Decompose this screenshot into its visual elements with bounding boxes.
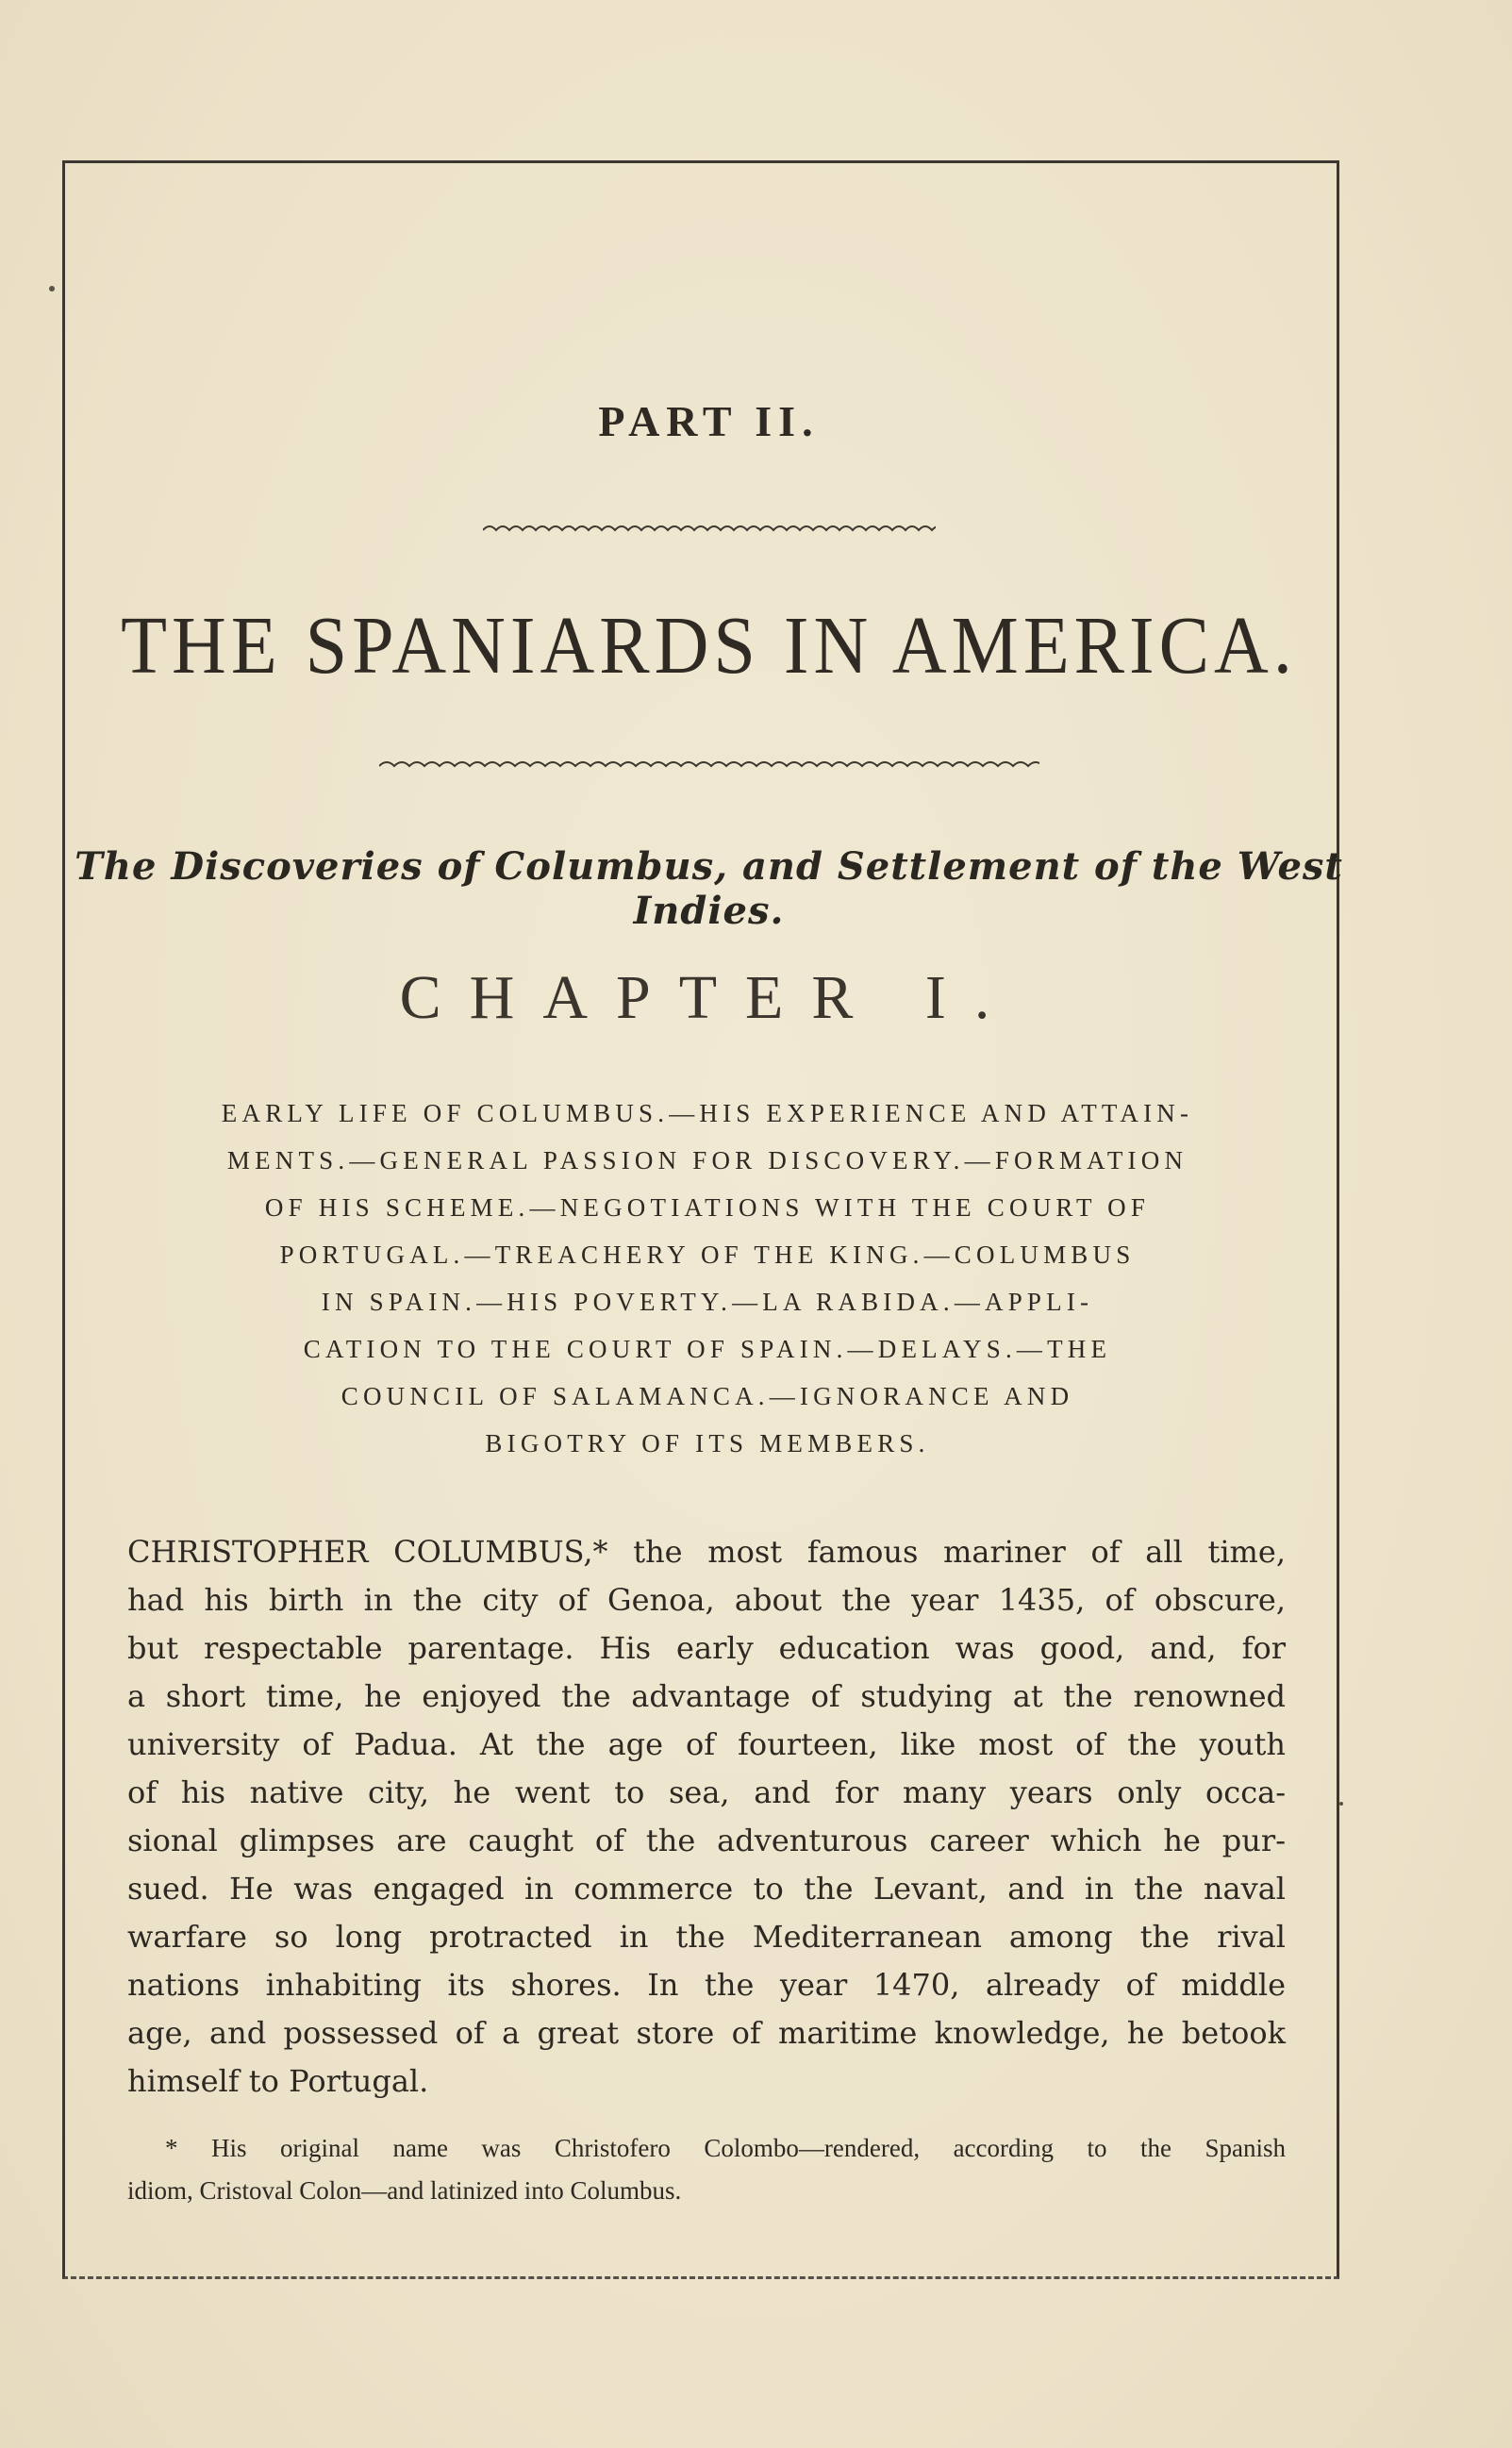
paper-speck (1339, 1802, 1343, 1806)
main-title: THE SPANIARDS IN AMERICA. (121, 601, 1297, 691)
synopsis-line: IN SPAIN.—HIS POVERTY.—LA RABIDA.—APPLI- (321, 1288, 1094, 1316)
body-line: nations inhabiting its shores. In the year 1470, already of middle (127, 1967, 1286, 2003)
body-line: warfare so long protracted in the Mediterranean among the rival (127, 1919, 1286, 1955)
body-line: sional glimpses are caught of the adventurous career which he pur- (127, 1823, 1286, 1858)
body-line: a short time, he enjoyed the advantage of studying at the renowned (127, 1678, 1286, 1714)
body-line: but respectable parentage. His early education was good, and, for (127, 1630, 1286, 1666)
synopsis-line: BIGOTRY OF ITS MEMBERS. (485, 1429, 930, 1457)
synopsis-line: PORTUGAL.—TREACHERY OF THE KING.—COLUMBUS (279, 1241, 1136, 1269)
chapter-heading: CHAPTER I. (399, 963, 1019, 1032)
ornamental-rule-top (483, 521, 936, 540)
body-line: had his birth in the city of Genoa, about the year 1435, of obscure, (127, 1582, 1286, 1618)
synopsis-line: MENTS.—GENERAL PASSION FOR DISCOVERY.—FORMATION (226, 1146, 1188, 1174)
body-paragraph (127, 1528, 1286, 2106)
section-subtitle: The Discoveries of Columbus, and Settlement of the West Indies. (75, 844, 1343, 933)
synopsis-line: CATION TO THE COURT OF SPAIN.—DELAYS.—THE (303, 1335, 1112, 1363)
footnote-line: idiom, Cristoval Colon—and latinized into Columbus. (127, 2176, 682, 2205)
body-line: age, and possessed of a great store of maritime knowledge, he betook (127, 2015, 1286, 2051)
body-line: sued. He was engaged in commerce to the Levant, and in the naval (127, 1871, 1286, 1907)
body-line: CHRISTOPHER COLUMBUS,* the most famous mariner of all time, (127, 1534, 1286, 1570)
footnote-line: * His original name was Christofero Colombo—rendered, according to the Spanish (165, 2134, 1286, 2162)
chapter-synopsis (113, 1090, 1302, 1467)
synopsis-line: EARLY LIFE OF COLUMBUS.—HIS EXPERIENCE AND ATTAIN- (221, 1099, 1194, 1127)
synopsis-line: COUNCIL OF SALAMANCA.—IGNORANCE AND (341, 1382, 1074, 1410)
paper-speck (49, 286, 55, 291)
ornamental-rule-bottom (379, 757, 1039, 775)
part-title: PART II. (598, 397, 820, 445)
body-line: himself to Portugal. (127, 2063, 429, 2099)
footnote (127, 2127, 1286, 2212)
body-line: of his native city, he went to sea, and for many years only occa- (127, 1774, 1286, 1810)
synopsis-line: OF HIS SCHEME.—NEGOTIATIONS WITH THE COURT OF (264, 1193, 1151, 1222)
body-line: university of Padua. At the age of fourteen, like most of the youth (127, 1726, 1286, 1762)
